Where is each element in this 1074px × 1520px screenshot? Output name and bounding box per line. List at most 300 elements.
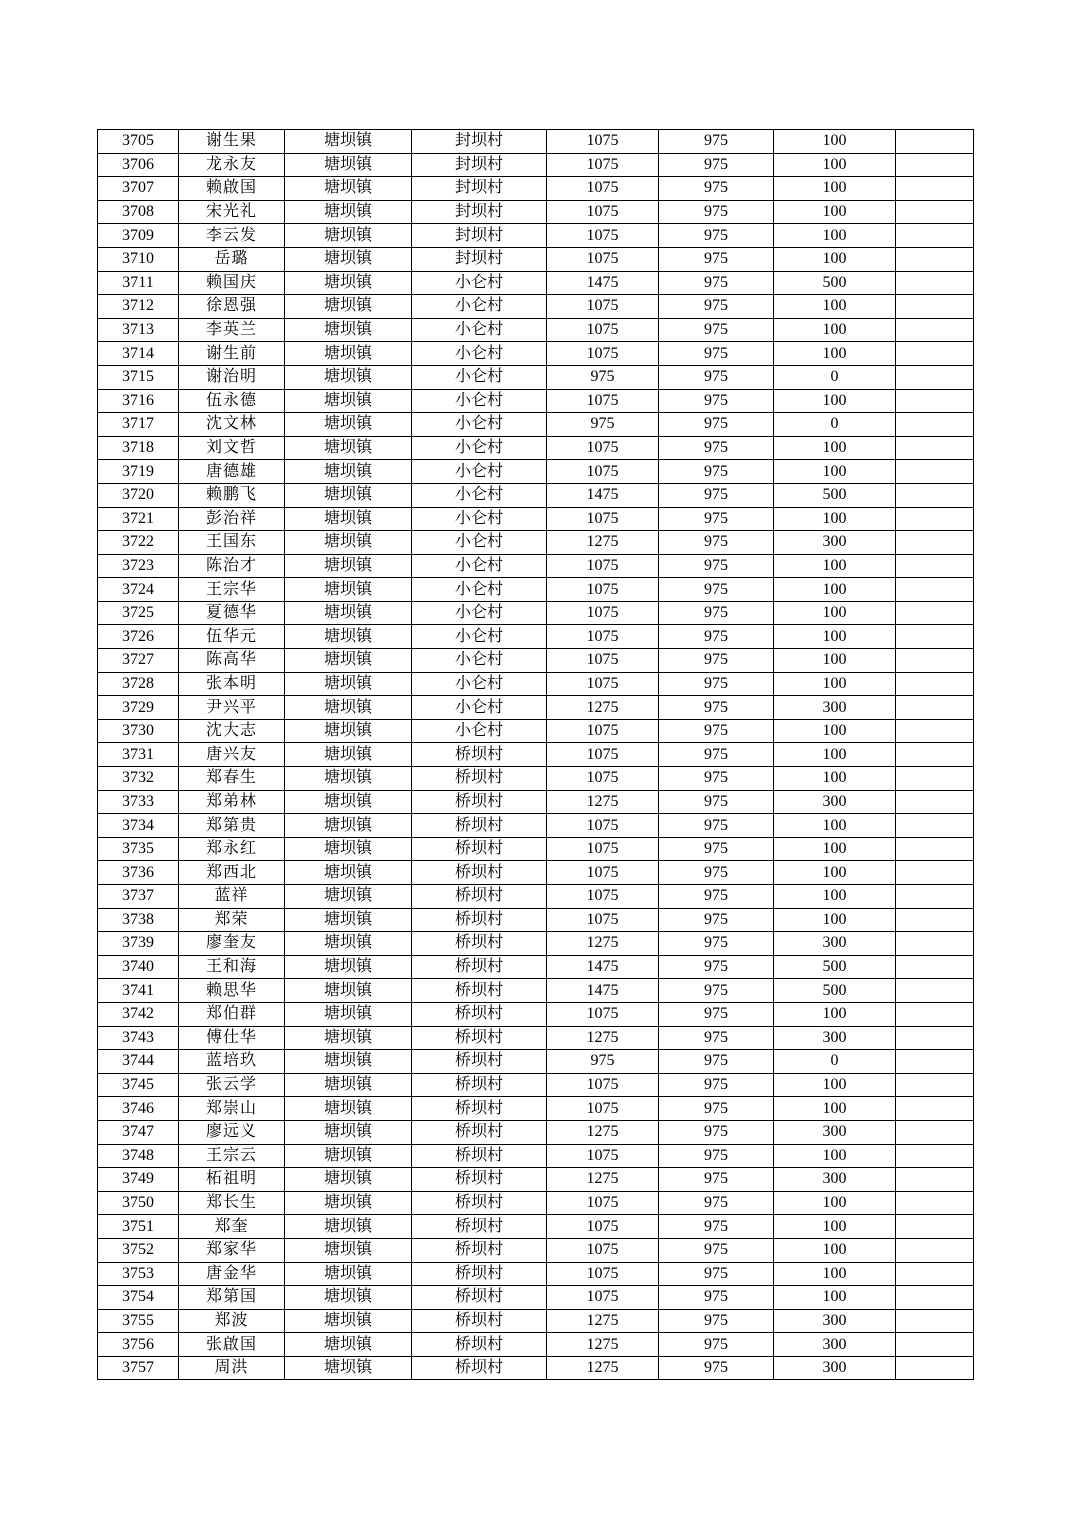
cell-name: 谢生果 (179, 130, 285, 154)
cell-note (896, 224, 974, 248)
cell-amount-total: 1075 (547, 200, 659, 224)
cell-town: 塘坝镇 (285, 719, 412, 743)
cell-amount-total: 1075 (547, 885, 659, 909)
cell-town: 塘坝镇 (285, 767, 412, 791)
cell-note (896, 1050, 974, 1074)
cell-amount-base: 975 (659, 295, 774, 319)
cell-town: 塘坝镇 (285, 1333, 412, 1357)
cell-amount-extra: 100 (774, 767, 896, 791)
cell-town: 塘坝镇 (285, 861, 412, 885)
cell-village: 桥坝村 (412, 1097, 547, 1121)
cell-note (896, 885, 974, 909)
cell-note (896, 1262, 974, 1286)
cell-town: 塘坝镇 (285, 295, 412, 319)
cell-id: 3724 (98, 578, 179, 602)
cell-id: 3708 (98, 200, 179, 224)
cell-amount-total: 1075 (547, 1286, 659, 1310)
cell-id: 3743 (98, 1026, 179, 1050)
cell-village: 小仑村 (412, 696, 547, 720)
cell-amount-extra: 0 (774, 365, 896, 389)
cell-town: 塘坝镇 (285, 1191, 412, 1215)
cell-village: 桥坝村 (412, 861, 547, 885)
table-row (98, 271, 974, 295)
cell-name: 沈文林 (179, 413, 285, 437)
cell-id: 3715 (98, 365, 179, 389)
cell-name: 王宗华 (179, 578, 285, 602)
cell-id: 3713 (98, 318, 179, 342)
cell-amount-extra: 100 (774, 177, 896, 201)
cell-town: 塘坝镇 (285, 177, 412, 201)
cell-village: 小仑村 (412, 578, 547, 602)
cell-town: 塘坝镇 (285, 1215, 412, 1239)
cell-amount-base: 975 (659, 625, 774, 649)
cell-name: 郑西北 (179, 861, 285, 885)
cell-town: 塘坝镇 (285, 932, 412, 956)
cell-amount-base: 975 (659, 885, 774, 909)
table-row (98, 932, 974, 956)
cell-village: 桥坝村 (412, 955, 547, 979)
cell-name: 柘祖明 (179, 1168, 285, 1192)
cell-amount-total: 1275 (547, 1333, 659, 1357)
cell-name: 李英兰 (179, 318, 285, 342)
cell-village: 桥坝村 (412, 1215, 547, 1239)
cell-note (896, 1191, 974, 1215)
cell-village: 小仑村 (412, 295, 547, 319)
cell-id: 3751 (98, 1215, 179, 1239)
cell-amount-extra: 100 (774, 247, 896, 271)
cell-amount-total: 1075 (547, 1262, 659, 1286)
cell-village: 小仑村 (412, 389, 547, 413)
cell-village: 封坝村 (412, 130, 547, 154)
cell-id: 3726 (98, 625, 179, 649)
cell-note (896, 436, 974, 460)
cell-note (896, 861, 974, 885)
cell-amount-extra: 100 (774, 1097, 896, 1121)
cell-village: 小仑村 (412, 342, 547, 366)
cell-amount-total: 1075 (547, 130, 659, 154)
cell-village: 桥坝村 (412, 1144, 547, 1168)
cell-town: 塘坝镇 (285, 271, 412, 295)
cell-id: 3705 (98, 130, 179, 154)
cell-amount-base: 975 (659, 1309, 774, 1333)
cell-name: 王国东 (179, 531, 285, 555)
cell-village: 小仑村 (412, 318, 547, 342)
cell-id: 3706 (98, 153, 179, 177)
cell-note (896, 295, 974, 319)
table-row (98, 672, 974, 696)
cell-town: 塘坝镇 (285, 413, 412, 437)
cell-id: 3709 (98, 224, 179, 248)
cell-name: 赖鹏飞 (179, 483, 285, 507)
cell-amount-extra: 100 (774, 1262, 896, 1286)
cell-id: 3755 (98, 1309, 179, 1333)
cell-id: 3752 (98, 1238, 179, 1262)
cell-amount-base: 975 (659, 1026, 774, 1050)
cell-name: 唐金华 (179, 1262, 285, 1286)
cell-name: 唐德雄 (179, 460, 285, 484)
cell-town: 塘坝镇 (285, 1073, 412, 1097)
cell-note (896, 1026, 974, 1050)
cell-id: 3736 (98, 861, 179, 885)
cell-id: 3728 (98, 672, 179, 696)
cell-id: 3720 (98, 483, 179, 507)
table-row (98, 814, 974, 838)
cell-village: 桥坝村 (412, 1333, 547, 1357)
cell-name: 伍永德 (179, 389, 285, 413)
cell-amount-extra: 100 (774, 814, 896, 838)
cell-village: 桥坝村 (412, 1191, 547, 1215)
cell-village: 小仑村 (412, 554, 547, 578)
cell-village: 小仑村 (412, 649, 547, 673)
cell-note (896, 413, 974, 437)
cell-note (896, 625, 974, 649)
cell-note (896, 153, 974, 177)
cell-amount-extra: 300 (774, 1120, 896, 1144)
table-row (98, 1215, 974, 1239)
cell-amount-total: 1075 (547, 743, 659, 767)
cell-id: 3734 (98, 814, 179, 838)
cell-amount-total: 1075 (547, 672, 659, 696)
table-row (98, 578, 974, 602)
cell-amount-total: 1075 (547, 224, 659, 248)
cell-id: 3722 (98, 531, 179, 555)
cell-amount-extra: 100 (774, 743, 896, 767)
table-row (98, 1262, 974, 1286)
cell-note (896, 365, 974, 389)
cell-name: 夏德华 (179, 601, 285, 625)
cell-name: 刘文哲 (179, 436, 285, 460)
cell-amount-extra: 100 (774, 507, 896, 531)
cell-town: 塘坝镇 (285, 483, 412, 507)
cell-id: 3735 (98, 837, 179, 861)
cell-village: 桥坝村 (412, 790, 547, 814)
cell-amount-base: 975 (659, 271, 774, 295)
cell-town: 塘坝镇 (285, 743, 412, 767)
cell-amount-total: 1075 (547, 767, 659, 791)
cell-note (896, 932, 974, 956)
cell-amount-total: 1275 (547, 531, 659, 555)
cell-name: 沈大志 (179, 719, 285, 743)
cell-amount-base: 975 (659, 1120, 774, 1144)
cell-id: 3731 (98, 743, 179, 767)
cell-amount-base: 975 (659, 130, 774, 154)
cell-village: 小仑村 (412, 460, 547, 484)
cell-village: 桥坝村 (412, 1050, 547, 1074)
table-row (98, 743, 974, 767)
cell-amount-total: 1075 (547, 625, 659, 649)
cell-note (896, 1168, 974, 1192)
cell-amount-extra: 100 (774, 153, 896, 177)
cell-name: 蓝祥 (179, 885, 285, 909)
cell-amount-total: 1075 (547, 153, 659, 177)
cell-amount-extra: 100 (774, 885, 896, 909)
cell-village: 桥坝村 (412, 908, 547, 932)
cell-amount-base: 975 (659, 1333, 774, 1357)
cell-town: 塘坝镇 (285, 460, 412, 484)
cell-amount-extra: 100 (774, 649, 896, 673)
cell-village: 小仑村 (412, 507, 547, 531)
cell-id: 3746 (98, 1097, 179, 1121)
cell-amount-base: 975 (659, 436, 774, 460)
cell-amount-total: 1275 (547, 696, 659, 720)
cell-note (896, 1120, 974, 1144)
table-row (98, 177, 974, 201)
cell-name: 赖思华 (179, 979, 285, 1003)
cell-amount-base: 975 (659, 554, 774, 578)
cell-id: 3718 (98, 436, 179, 460)
cell-amount-total: 1075 (547, 837, 659, 861)
cell-amount-total: 1075 (547, 908, 659, 932)
cell-amount-extra: 0 (774, 413, 896, 437)
cell-amount-base: 975 (659, 342, 774, 366)
table-row (98, 790, 974, 814)
cell-name: 郑春生 (179, 767, 285, 791)
cell-note (896, 1238, 974, 1262)
cell-id: 3754 (98, 1286, 179, 1310)
cell-amount-extra: 100 (774, 601, 896, 625)
cell-note (896, 578, 974, 602)
cell-town: 塘坝镇 (285, 672, 412, 696)
cell-id: 3742 (98, 1002, 179, 1026)
cell-amount-extra: 100 (774, 1286, 896, 1310)
cell-id: 3732 (98, 767, 179, 791)
cell-amount-total: 1275 (547, 932, 659, 956)
cell-amount-extra: 0 (774, 1050, 896, 1074)
cell-name: 徐恩强 (179, 295, 285, 319)
cell-village: 桥坝村 (412, 1168, 547, 1192)
cell-amount-extra: 100 (774, 200, 896, 224)
cell-note (896, 790, 974, 814)
cell-town: 塘坝镇 (285, 1286, 412, 1310)
cell-town: 塘坝镇 (285, 1120, 412, 1144)
cell-amount-base: 975 (659, 365, 774, 389)
cell-amount-extra: 100 (774, 1191, 896, 1215)
cell-village: 封坝村 (412, 177, 547, 201)
cell-amount-total: 1075 (547, 1002, 659, 1026)
cell-amount-base: 975 (659, 1238, 774, 1262)
cell-village: 桥坝村 (412, 1309, 547, 1333)
cell-town: 塘坝镇 (285, 601, 412, 625)
cell-note (896, 1097, 974, 1121)
table-row (98, 554, 974, 578)
cell-village: 封坝村 (412, 247, 547, 271)
cell-village: 桥坝村 (412, 1002, 547, 1026)
table-row (98, 1144, 974, 1168)
cell-name: 张云学 (179, 1073, 285, 1097)
cell-amount-base: 975 (659, 578, 774, 602)
cell-village: 小仑村 (412, 672, 547, 696)
cell-note (896, 318, 974, 342)
cell-id: 3727 (98, 649, 179, 673)
cell-amount-base: 975 (659, 790, 774, 814)
cell-note (896, 743, 974, 767)
cell-name: 廖奎友 (179, 932, 285, 956)
table-body (98, 130, 974, 1380)
cell-village: 小仑村 (412, 719, 547, 743)
table-row (98, 342, 974, 366)
cell-village: 桥坝村 (412, 885, 547, 909)
cell-amount-base: 975 (659, 955, 774, 979)
cell-town: 塘坝镇 (285, 955, 412, 979)
cell-amount-base: 975 (659, 649, 774, 673)
cell-amount-base: 975 (659, 1002, 774, 1026)
cell-village: 小仑村 (412, 625, 547, 649)
cell-town: 塘坝镇 (285, 649, 412, 673)
cell-amount-extra: 100 (774, 1215, 896, 1239)
table-row (98, 460, 974, 484)
table-row (98, 1333, 974, 1357)
cell-amount-extra: 100 (774, 224, 896, 248)
cell-note (896, 483, 974, 507)
cell-note (896, 814, 974, 838)
table-row (98, 649, 974, 673)
cell-id: 3745 (98, 1073, 179, 1097)
cell-amount-total: 975 (547, 413, 659, 437)
cell-note (896, 130, 974, 154)
cell-amount-total: 1475 (547, 955, 659, 979)
cell-amount-total: 1275 (547, 1120, 659, 1144)
cell-note (896, 837, 974, 861)
cell-amount-extra: 300 (774, 1309, 896, 1333)
cell-amount-total: 975 (547, 365, 659, 389)
cell-amount-extra: 500 (774, 483, 896, 507)
cell-town: 塘坝镇 (285, 342, 412, 366)
cell-village: 封坝村 (412, 200, 547, 224)
cell-amount-extra: 100 (774, 1144, 896, 1168)
cell-town: 塘坝镇 (285, 153, 412, 177)
cell-amount-base: 975 (659, 1262, 774, 1286)
cell-amount-base: 975 (659, 719, 774, 743)
table-row (98, 1191, 974, 1215)
cell-name: 郑奎 (179, 1215, 285, 1239)
cell-amount-total: 1475 (547, 483, 659, 507)
cell-amount-base: 975 (659, 837, 774, 861)
cell-name: 彭治祥 (179, 507, 285, 531)
cell-name: 宋光礼 (179, 200, 285, 224)
cell-amount-base: 975 (659, 460, 774, 484)
cell-id: 3738 (98, 908, 179, 932)
table-row (98, 1168, 974, 1192)
cell-note (896, 649, 974, 673)
cell-amount-extra: 300 (774, 790, 896, 814)
table-row (98, 436, 974, 460)
table-row (98, 601, 974, 625)
cell-amount-total: 1275 (547, 1356, 659, 1380)
cell-name: 尹兴平 (179, 696, 285, 720)
cell-id: 3719 (98, 460, 179, 484)
table-row (98, 247, 974, 271)
cell-town: 塘坝镇 (285, 224, 412, 248)
cell-amount-extra: 100 (774, 436, 896, 460)
cell-name: 龙永友 (179, 153, 285, 177)
cell-village: 桥坝村 (412, 743, 547, 767)
cell-name: 郑荣 (179, 908, 285, 932)
cell-town: 塘坝镇 (285, 318, 412, 342)
cell-village: 小仑村 (412, 483, 547, 507)
cell-town: 塘坝镇 (285, 578, 412, 602)
cell-amount-total: 1075 (547, 295, 659, 319)
table-row (98, 861, 974, 885)
table-row (98, 1309, 974, 1333)
cell-note (896, 1309, 974, 1333)
cell-village: 桥坝村 (412, 767, 547, 791)
table-row (98, 885, 974, 909)
table-row (98, 719, 974, 743)
cell-amount-base: 975 (659, 1144, 774, 1168)
cell-amount-base: 975 (659, 861, 774, 885)
cell-note (896, 672, 974, 696)
cell-note (896, 1356, 974, 1380)
cell-amount-base: 975 (659, 979, 774, 1003)
cell-amount-total: 1075 (547, 1073, 659, 1097)
cell-amount-extra: 100 (774, 719, 896, 743)
table-row (98, 318, 974, 342)
cell-amount-total: 1075 (547, 342, 659, 366)
cell-id: 3749 (98, 1168, 179, 1192)
cell-name: 郑波 (179, 1309, 285, 1333)
table-row (98, 1238, 974, 1262)
cell-name: 郑长生 (179, 1191, 285, 1215)
cell-town: 塘坝镇 (285, 1050, 412, 1074)
cell-id: 3747 (98, 1120, 179, 1144)
cell-village: 小仑村 (412, 436, 547, 460)
cell-amount-extra: 100 (774, 908, 896, 932)
cell-name: 唐兴友 (179, 743, 285, 767)
cell-name: 郑第国 (179, 1286, 285, 1310)
cell-amount-total: 1475 (547, 979, 659, 1003)
cell-name: 郑伯群 (179, 1002, 285, 1026)
cell-amount-base: 975 (659, 224, 774, 248)
cell-id: 3707 (98, 177, 179, 201)
cell-amount-base: 975 (659, 908, 774, 932)
cell-amount-base: 975 (659, 601, 774, 625)
cell-name: 张啟国 (179, 1333, 285, 1357)
cell-id: 3714 (98, 342, 179, 366)
cell-village: 封坝村 (412, 224, 547, 248)
cell-amount-total: 1075 (547, 460, 659, 484)
table-row (98, 295, 974, 319)
cell-amount-total: 1075 (547, 1191, 659, 1215)
cell-amount-extra: 500 (774, 979, 896, 1003)
table-row (98, 1286, 974, 1310)
table-row (98, 1356, 974, 1380)
cell-amount-base: 975 (659, 1191, 774, 1215)
cell-note (896, 767, 974, 791)
cell-name: 蓝培玖 (179, 1050, 285, 1074)
cell-amount-extra: 100 (774, 389, 896, 413)
table-row (98, 1097, 974, 1121)
cell-id: 3741 (98, 979, 179, 1003)
cell-name: 郑弟林 (179, 790, 285, 814)
cell-amount-base: 975 (659, 483, 774, 507)
cell-note (896, 177, 974, 201)
cell-id: 3750 (98, 1191, 179, 1215)
cell-amount-total: 1075 (547, 507, 659, 531)
cell-amount-total: 1075 (547, 1097, 659, 1121)
cell-amount-extra: 100 (774, 342, 896, 366)
table-row (98, 625, 974, 649)
cell-village: 桥坝村 (412, 1073, 547, 1097)
cell-amount-total: 1075 (547, 389, 659, 413)
cell-amount-base: 975 (659, 1050, 774, 1074)
cell-amount-total: 1275 (547, 790, 659, 814)
cell-amount-base: 975 (659, 1215, 774, 1239)
cell-note (896, 389, 974, 413)
table-row (98, 153, 974, 177)
cell-note (896, 554, 974, 578)
table-row (98, 130, 974, 154)
cell-note (896, 1286, 974, 1310)
